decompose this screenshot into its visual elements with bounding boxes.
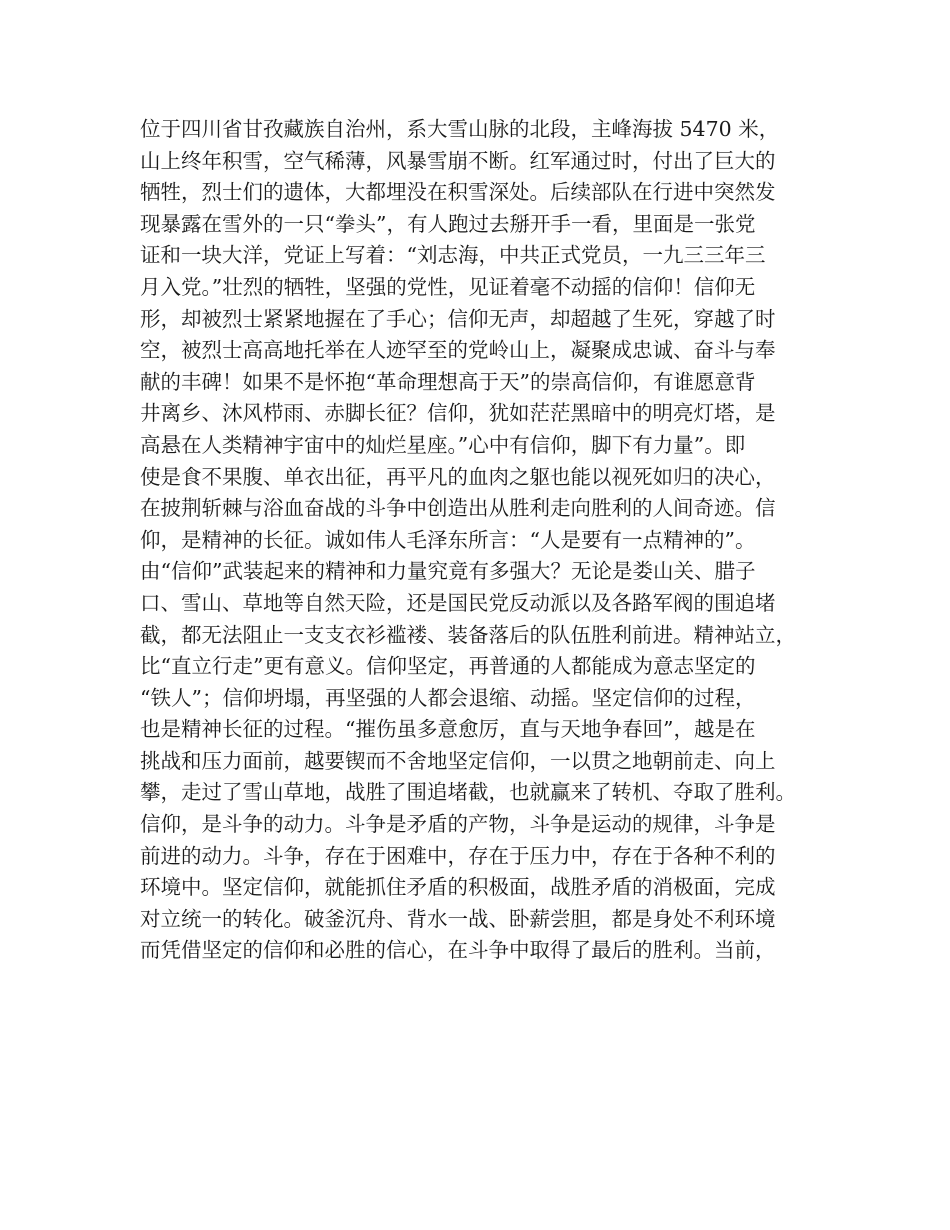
text-line: 由“信仰”武装起来的精神和力量究竟有多强大？无论是娄山关、腊子 [140, 559, 756, 584]
text-line: 口、雪山、草地等自然天险，还是国民党反动派以及各路军阀的围追堵 [140, 590, 776, 615]
text-line: 而凭借坚定的信仰和必胜的信心，在斗争中取得了最后的胜利。当前， [140, 938, 776, 963]
text-line: 信仰，是斗争的动力。斗争是矛盾的产物，斗争是运动的规律，斗争是 [140, 812, 776, 837]
text-line: 月入党。”壮烈的牺牲，坚强的党性，见证着毫不动摇的信仰！信仰无 [140, 274, 756, 299]
text-line: 牺牲，烈士们的遗体，大都埋没在积雪深处。后续部队在行进中突然发 [140, 180, 776, 205]
text-line: 空，被烈士高高地托举在人迹罕至的党岭山上，凝聚成忠诚、奋斗与奉 [140, 338, 776, 363]
text-line: 比“直立行走”更有意义。信仰坚定，再普通的人都能成为意志坚定的 [140, 654, 756, 679]
body-paragraph [140, 114, 830, 967]
text-line: 形，却被烈士紧紧地握在了手心；信仰无声，却超越了生死，穿越了时 [140, 306, 776, 331]
text-line: 挑战和压力面前，越要锲而不舍地坚定信仰，一以贯之地朝前走、向上 [140, 748, 776, 773]
text-line: 也是精神长征的过程。“摧伤虽多意愈厉，直与天地争春回”，越是在 [140, 717, 756, 742]
text-line: 山上终年积雪，空气稀薄，风暴雪崩不断。红军通过时，付出了巨大的 [140, 148, 776, 173]
text-line: 前进的动力。斗争，存在于困难中，存在于压力中，存在于各种不利的 [140, 843, 776, 868]
text-line: “铁人”；信仰坍塌，再坚强的人都会退缩、动摇。坚定信仰的过程， [140, 685, 756, 710]
text-line: 环境中。坚定信仰，就能抓住矛盾的积极面，战胜矛盾的消极面，完成 [140, 875, 776, 900]
text-line: 位于四川省甘孜藏族自治州，系大雪山脉的北段，主峰海拔 5470 米， [140, 117, 780, 141]
text-line: 截，都无法阻止一支支衣衫褴褛、装备落后的队伍胜利前进。精神站立， [140, 622, 796, 647]
text-line: 证和一块大洋，党证上写着：“刘志海，中共正式党员，一九三三年三 [140, 243, 766, 268]
text-line: 对立统一的转化。破釜沉舟、背水一战、卧薪尝胆，都是身处不利环境 [140, 906, 776, 931]
text-line: 攀，走过了雪山草地，战胜了围追堵截，也就赢来了转机、夺取了胜利。 [140, 780, 796, 805]
text-line: 献的丰碑！如果不是怀抱“革命理想高于天”的崇高信仰，有谁愿意背 [140, 369, 756, 394]
text-line: 高悬在人类精神宇宙中的灿烂星座。”心中有信仰，脚下有力量”。即 [140, 432, 746, 457]
text-line: 仰，是精神的长征。诚如伟人毛泽东所言：“人是要有一点精神的”。 [140, 527, 756, 552]
text-line: 使是食不果腹、单衣出征，再平凡的血肉之躯也能以视死如归的决心， [140, 464, 776, 489]
text-line: 现暴露在雪外的一只“拳头”，有人跑过去掰开手一看，里面是一张党 [140, 211, 756, 236]
text-line: 井离乡、沐风栉雨、赤脚长征？信仰，犹如茫茫黑暗中的明亮灯塔，是 [140, 401, 776, 426]
text-line: 在披荆斩棘与浴血奋战的斗争中创造出从胜利走向胜利的人间奇迹。信 [140, 496, 776, 521]
